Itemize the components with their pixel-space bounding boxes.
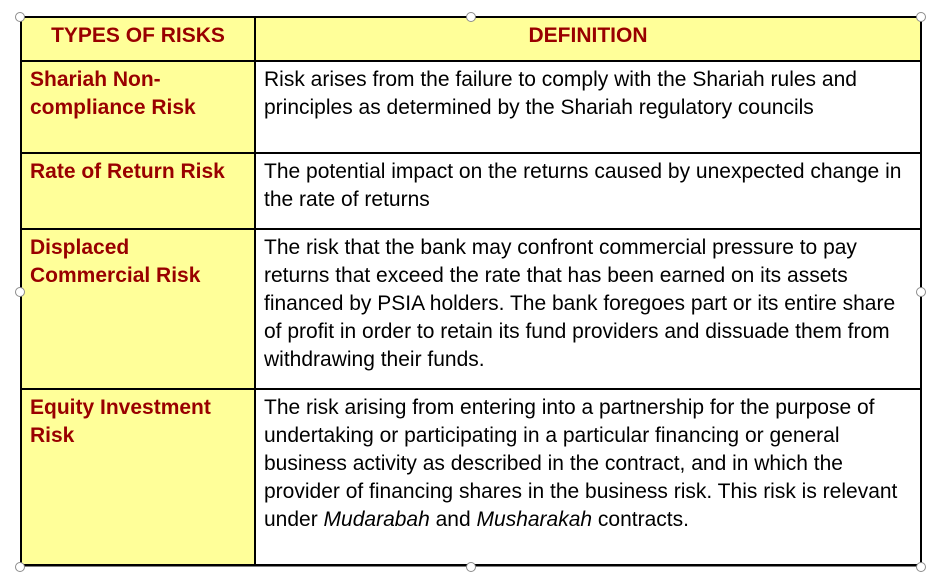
table-header-row — [21, 17, 921, 61]
risk-definition-cell: Risk arises from the failure to comply with the Shariah rules and principles as determined by the Shariah regulatory councils — [255, 61, 921, 153]
risk-type-cell: Displaced Commercial Risk — [21, 229, 255, 389]
table-row — [21, 153, 921, 229]
definition-text: contracts. — [592, 508, 689, 531]
resize-handle-middle-right[interactable] — [916, 287, 926, 297]
risk-definition-cell: The risk that the bank may confront commercial pressure to pay returns that exceed the rate that has been earned on its assets financed by PSIA holders. The bank foregoes part or its entire share of profit in order to retain its fund providers and dissuade them from withdrawing their funds. — [255, 229, 921, 389]
resize-handle-top-right[interactable] — [916, 12, 926, 22]
table-row — [21, 61, 921, 153]
header-types-of-risks: TYPES OF RISKS — [21, 17, 255, 61]
table-row — [21, 229, 921, 389]
resize-handle-bottom-right[interactable] — [916, 562, 926, 572]
definition-text: and — [429, 508, 477, 531]
resize-handle-top-left[interactable] — [15, 12, 25, 22]
resize-handle-bottom-left[interactable] — [15, 562, 25, 572]
resize-handle-bottom-center[interactable] — [466, 562, 476, 572]
risk-definition-cell: The potential impact on the returns caused by unexpected change in the rate of returns — [255, 153, 921, 229]
resize-handle-middle-left[interactable] — [15, 287, 25, 297]
definition-text: The risk arising from entering into a partnership for the purpose of undertaking or participating in a particular financing or general business activity as described in the contract, and in which the provider of financing shares in the business risk. This risk is relevant under — [264, 396, 898, 531]
risk-type-cell: Shariah Non-compliance Risk — [21, 61, 255, 153]
risk-types-table — [20, 16, 922, 566]
definition-term-musharakah: Musharakah — [476, 508, 593, 531]
risk-type-cell: Rate of Return Risk — [21, 153, 255, 229]
definition-term-mudarabah: Mudarabah — [323, 508, 430, 531]
risk-definition-cell — [255, 389, 921, 565]
risk-type-cell: Equity Investment Risk — [21, 389, 255, 565]
table-row — [21, 389, 921, 565]
header-definition: DEFINITION — [255, 17, 921, 61]
resize-handle-top-center[interactable] — [466, 12, 476, 22]
